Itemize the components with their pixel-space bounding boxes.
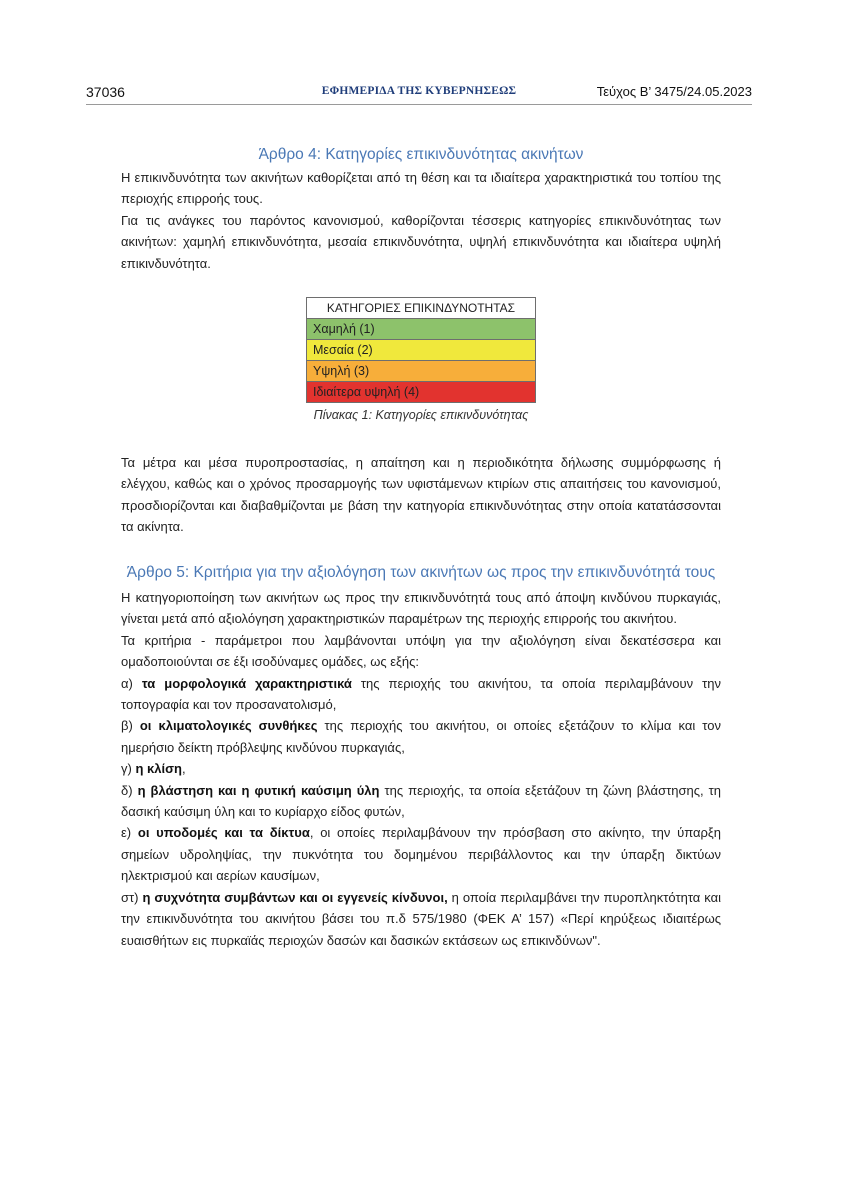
article-4-paragraph-1: Η επικινδυνότητα των ακινήτων καθορίζεται από τη θέση και τα ιδιαίτερα χαρακτηριστικά του τοπίου της περιοχής επιρροής τους. — [121, 170, 721, 207]
criterion-f: στ) η συχνότητα συμβάντων και οι εγγενείς κίνδυνοι, η οποία περιλαμβάνει την πυροπληκτότητα και την επικινδυνότητα του ακινήτου βάσει του π.δ 575/1980 (ΦΕΚ Α’ 157) «Περί κηρύξεως ιδιαιτέρως ευαισθήτων εις πυρκαϊάς περιοχών δασών και δασικών εκτάσεων ως επικινδύνων". — [121, 889, 721, 948]
table-header: ΚΑΤΗΓΟΡΙΕΣ ΕΠΙΚΙΝΔΥΝΟΤΗΤΑΣ — [307, 298, 536, 319]
page-number: 37036 — [86, 84, 125, 100]
risk-categories-table — [306, 297, 536, 403]
article-5-paragraph-1: Η κατηγοριοποίηση των ακινήτων ως προς την επικινδυνότητά τους από άποψη κινδύνου πυρκαγιάς, γίνεται μετά από αξιολόγηση χαρακτηριστικών παραμέτρων της περιοχής επιρροής του ακινήτου. — [121, 590, 721, 627]
issue-number: Τεύχος B’ 3475/24.05.2023 — [596, 84, 752, 99]
measures-section — [121, 452, 721, 538]
criterion-a: α) τα μορφολογικά χαρακτηριστικά της περιοχής του ακινήτου, τα οποία περιλαμβάνουν την τοπογραφία και τον προσανατολισμό, — [121, 675, 721, 713]
table-caption: Πίνακας 1: Κατηγορίες επικινδυνότητας — [313, 408, 529, 422]
article-4-paragraph-2: Για τις ανάγκες του παρόντος κανονισμού, καθορίζονται τέσσερις κατηγορίες επικινδυνότητας των ακινήτων: χαμηλή επικινδυνότητα, μεσαία επικινδυνότητα, υψηλή επικινδυνότητα και ιδιαίτερα υψηλή επικινδυνότητα. — [121, 212, 721, 271]
risk-row-medium: Μεσαία (2) — [307, 340, 536, 361]
article-5-paragraph-2: Τα κριτήρια - παράμετροι που λαμβάνονται υπόψη για την αξιολόγηση είναι δεκατέσσερα και ομαδοποιούνται σε έξι ισοδύναμες ομάδες, ως εξής: — [121, 632, 721, 670]
article-4-section — [121, 143, 721, 274]
criterion-c: γ) η κλίση, — [121, 761, 186, 777]
article-5-title: Άρθρο 5: Κριτήρια για την αξιολόγηση των ακινήτων ως προς την επικινδυνότητά τους — [126, 564, 716, 581]
risk-row-low: Χαμηλή (1) — [307, 319, 536, 340]
page-header — [86, 84, 752, 105]
gazette-title: ΕΦΗΜΕΡΙΔΑ ΤΗΣ ΚΥΒΕΡΝΗΣΕΩΣ — [321, 85, 517, 97]
criterion-b: β) οι κλιματολογικές συνθήκες της περιοχής του ακινήτου, οι οποίες εξετάζουν το κλίμα και τον ημερήσιο δείκτη πρόβλεψης κινδύνου πυρκαγιάς, — [121, 718, 721, 755]
measures-paragraph: Τα μέτρα και μέσα πυροπροστασίας, η απαίτηση και η περιοδικότητα δήλωσης συμμόρφωσης ή ελέγχου, καθώς και ο χρόνος προσαρμογής των υφιστάμενων κτιρίων στις απαιτήσεις του κανονισμού, προσδιορίζονται και διαβαθμίζονται με βάση την κατηγορία επικινδυνότητας στην οποία κατατάσσονται τα ακίνητα. — [121, 455, 721, 535]
risk-row-very-high: Ιδιαίτερα υψηλή (4) — [307, 382, 536, 403]
risk-row-high: Υψηλή (3) — [307, 361, 536, 382]
criterion-d: δ) η βλάστηση και η φυτική καύσιμη ύλη της περιοχής, τα οποία εξετάζουν τη ζώνη βλάστησης, τη δασική καύσιμη ύλη και το κυρίαρχο είδος φυτών, — [121, 782, 721, 820]
article-4-title: Άρθρο 4: Κατηγορίες επικινδυνότητας ακινήτων — [258, 146, 584, 163]
article-5-section — [121, 561, 721, 951]
criterion-e: ε) οι υποδομές και τα δίκτυα, οι οποίες περιλαμβάνουν την πρόσβαση στο ακίνητο, την ύπαρξη σημείων υδροληψίας, την πυκνότητα του δομημένου περιβάλλοντος και την ύπαρξη δικτύων ηλεκτρισμού και αερίων καυσίμων, — [121, 825, 721, 884]
